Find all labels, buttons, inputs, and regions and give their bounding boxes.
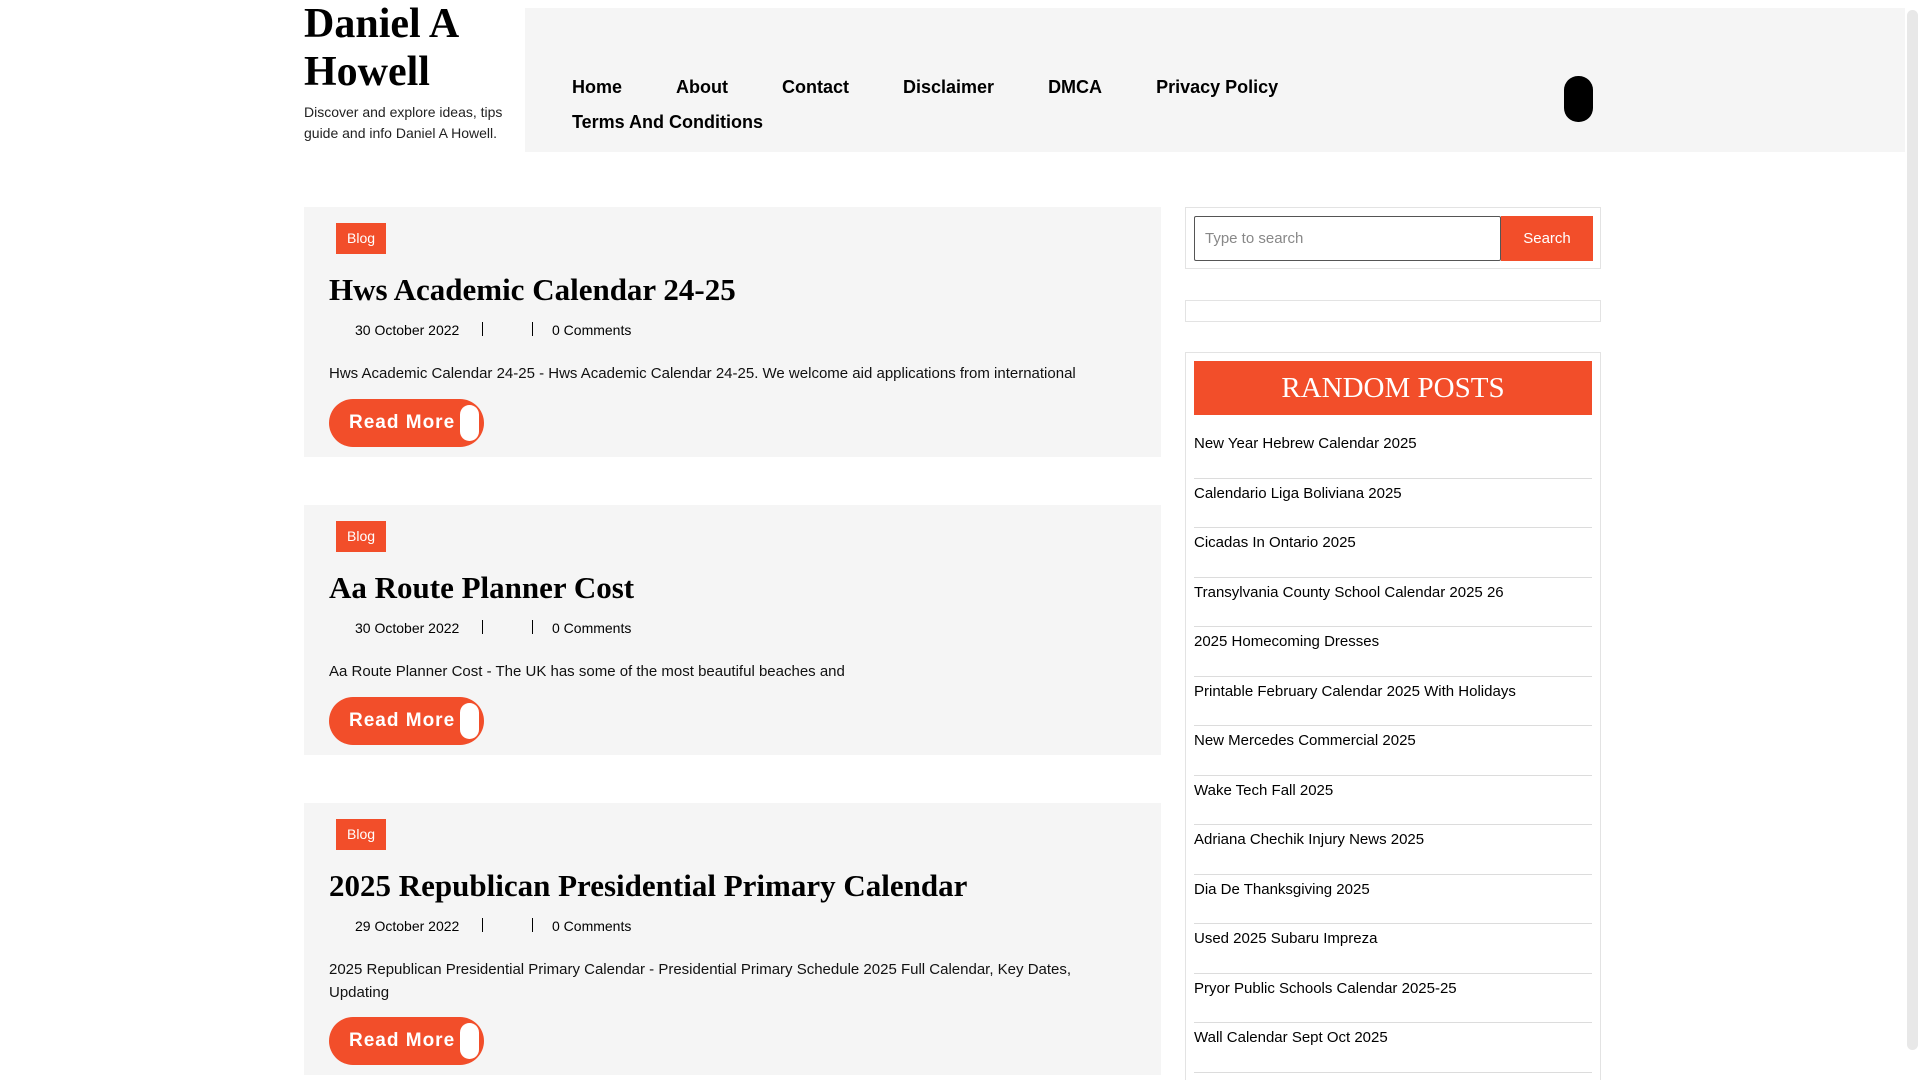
post-meta: [329, 320, 729, 340]
nav-item-disclaimer[interactable]: Disclaimer: [903, 77, 995, 97]
pill-icon: [460, 703, 479, 739]
read-more-label: Read More: [349, 1030, 456, 1051]
post-excerpt: Aa Route Planner Cost - The UK has some of the most beautiful beaches and: [329, 663, 845, 680]
search-input[interactable]: [1194, 216, 1501, 261]
post-excerpt: 2025 Republican Presidential Primary Calendar - Presidential Primary Schedule 2025 Full Calendar, Key Dates, Updating: [329, 961, 1072, 1001]
meta-divider: [532, 322, 533, 336]
post-title[interactable]: 2025 Republican Presidential Primary Calendar: [329, 868, 968, 903]
menu-toggle-icon[interactable]: [1564, 76, 1593, 122]
post-card: [304, 803, 1161, 1075]
post-title[interactable]: Aa Route Planner Cost: [329, 570, 635, 605]
read-more-button[interactable]: [329, 399, 484, 447]
meta-divider: [532, 918, 533, 932]
post-comments[interactable]: 0 Comments: [552, 620, 632, 636]
pill-icon: [460, 405, 479, 441]
nav-item-about[interactable]: About: [676, 77, 728, 97]
post-date[interactable]: 29 October 2022: [355, 918, 460, 934]
meta-divider: [482, 322, 483, 336]
list-item[interactable]: New Mercedes Commercial 2025: [1194, 726, 1592, 776]
list-item[interactable]: New Year Hebrew Calendar 2025: [1194, 429, 1592, 479]
list-item[interactable]: 2025 Homecoming Dresses: [1194, 627, 1592, 677]
random-posts-heading: RANDOM POSTS: [1194, 361, 1592, 415]
list-item[interactable]: Adriana Chechik Injury News 2025: [1194, 825, 1592, 875]
post-comments[interactable]: 0 Comments: [552, 918, 632, 934]
category-badge[interactable]: Blog: [336, 223, 386, 254]
post-excerpt: Hws Academic Calendar 24-25 - Hws Academic Calendar 24-25. We welcome aid applications from international: [329, 365, 1076, 382]
list-item[interactable]: Calendario Liga Boliviana 2025: [1194, 479, 1592, 529]
meta-divider: [482, 620, 483, 634]
read-more-label: Read More: [349, 710, 456, 731]
site-tagline: Discover and explore ideas, tips guide and info Daniel A Howell.: [304, 104, 503, 141]
nav-item-terms[interactable]: Terms And Conditions: [572, 112, 763, 132]
nav-menu: [572, 70, 1352, 140]
post-meta: [329, 916, 729, 936]
search-button[interactable]: Search: [1501, 216, 1593, 261]
meta-divider: [482, 918, 483, 932]
nav-item-privacy-policy[interactable]: Privacy Policy: [1156, 77, 1279, 97]
random-posts-list: [1194, 429, 1592, 1073]
main-navigation: [525, 8, 1905, 152]
post-card: [304, 505, 1161, 755]
post-comments[interactable]: 0 Comments: [552, 322, 632, 338]
post-meta: [329, 618, 729, 638]
category-badge[interactable]: Blog: [336, 521, 386, 552]
read-more-label: Read More: [349, 412, 456, 433]
list-item[interactable]: Wall Calendar Sept Oct 2025: [1194, 1023, 1592, 1073]
meta-divider: [532, 620, 533, 634]
list-item[interactable]: Printable February Calendar 2025 With Holidays: [1194, 677, 1592, 727]
list-item[interactable]: Wake Tech Fall 2025: [1194, 776, 1592, 826]
nav-item-dmca[interactable]: DMCA: [1048, 77, 1103, 97]
post-title[interactable]: Hws Academic Calendar 24-25: [329, 272, 736, 307]
list-item[interactable]: Used 2025 Subaru Impreza: [1194, 924, 1592, 974]
list-item[interactable]: Transylvania County School Calendar 2025 26: [1194, 578, 1592, 628]
list-item[interactable]: Cicadas In Ontario 2025: [1194, 528, 1592, 578]
nav-item-contact[interactable]: Contact: [782, 77, 849, 97]
site-branding: [304, 0, 514, 144]
search-widget: [1185, 207, 1601, 269]
category-badge[interactable]: Blog: [336, 819, 386, 850]
random-posts-widget: [1185, 352, 1601, 1080]
post-card: [304, 207, 1161, 457]
nav-item-home[interactable]: Home: [572, 77, 623, 97]
post-date[interactable]: 30 October 2022: [355, 322, 460, 338]
read-more-button[interactable]: [329, 1017, 484, 1065]
list-item[interactable]: Pryor Public Schools Calendar 2025-25: [1194, 974, 1592, 1024]
empty-widget: [1185, 300, 1601, 322]
read-more-button[interactable]: [329, 697, 484, 745]
site-title[interactable]: Daniel A Howell: [304, 1, 457, 95]
pill-icon: [460, 1023, 479, 1059]
list-item[interactable]: Dia De Thanksgiving 2025: [1194, 875, 1592, 925]
scrollbar-thumb[interactable]: [1907, 10, 1918, 1050]
post-date[interactable]: 30 October 2022: [355, 620, 460, 636]
